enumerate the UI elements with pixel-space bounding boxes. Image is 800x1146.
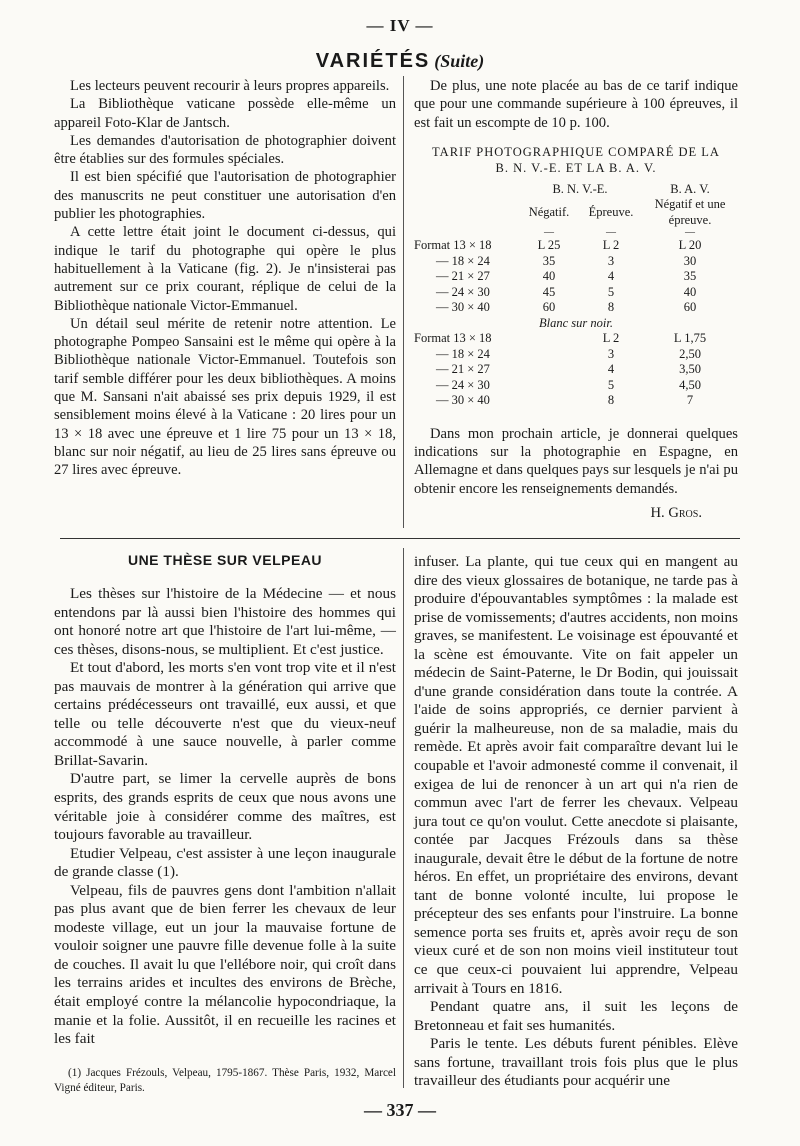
column-group-bav: B. A. V.	[670, 181, 710, 196]
table-row	[414, 300, 738, 316]
cell-epreuve: 5	[607, 377, 615, 392]
table-separator-row	[414, 228, 738, 238]
table-row	[414, 269, 738, 285]
table-row	[414, 238, 738, 254]
row-label: — 24 × 30	[436, 377, 490, 392]
cell-epreuve: 4	[607, 269, 615, 284]
paragraph: Les lecteurs peuvent recourir à leurs propres appareils.	[70, 78, 390, 94]
cell-epreuve: 8	[607, 300, 615, 315]
table-row	[414, 393, 738, 409]
row-label: Format 13 × 18	[414, 238, 492, 253]
separator-dash: —	[606, 227, 616, 239]
column-group-bnve: B. N. V.-E.	[552, 181, 608, 196]
cell-bav: 3,50	[679, 362, 701, 377]
cell-epreuve: 8	[607, 393, 615, 408]
table-header-row	[414, 182, 738, 198]
cell-bav: 2,50	[679, 346, 701, 361]
table-row	[414, 347, 738, 363]
column-header-epreuve: Épreuve.	[588, 205, 634, 220]
column-header-negatif-epreuve: Négatif et une épreuve.	[654, 197, 726, 227]
cell-bav: L 20	[678, 238, 702, 253]
cell-epreuve: 4	[607, 362, 615, 377]
table-row	[414, 362, 738, 378]
cell-bav: 40	[683, 284, 697, 299]
paragraph: De plus, une note placée au bas de ce tarif indique que pour une commande supérieure à 100 épreuves, il est fait un escompte de 10 p. 100.	[414, 78, 738, 131]
column-header-negatif: Négatif.	[528, 205, 570, 220]
section-title-main: VARIÉTÉS	[315, 50, 431, 72]
cell-negatif: 60	[542, 300, 556, 315]
table-row	[414, 285, 738, 301]
cell-negatif: 45	[542, 284, 556, 299]
paragraph: Il est bien spécifié que l'autorisation de photographier des manuscrits ne peut constituer une autorisation d'en publier les photographies.	[54, 169, 396, 223]
tariff-title-line: TARIF PHOTOGRAPHIQUE COMPARÉ DE LA	[432, 144, 720, 159]
column-divider-bottom	[403, 548, 404, 1088]
row-label: Format 13 × 18	[414, 331, 492, 346]
column-divider-top	[403, 76, 404, 528]
article-left-column	[54, 585, 396, 1049]
row-label: — 24 × 30	[436, 284, 490, 299]
paragraph: Et tout d'abord, les morts s'en vont trop vite et il n'est pas mauvais de montrer à la génération qui arrive que certains prédécesseurs ont travaillé, eux aussi, et que telle ou telle découverte n'est que du vieux-neuf accommodé à une sauce nouvelle, à parler comme Brillat-Savarin.	[54, 659, 396, 769]
row-label: — 18 × 24	[436, 346, 490, 361]
row-label: — 30 × 40	[436, 300, 490, 315]
cell-epreuve: L 2	[602, 238, 620, 253]
paragraph: La Bibliothèque vaticane possède elle-même un appareil Foto-Klar de Jantsch.	[54, 96, 396, 131]
paragraph: infuser. La plante, qui tue ceux qui en mangent au dire des vieux glossaires de botanique, ne tarde pas à produire d'épouvantables symptômes : la malade est prise de vomissements; d'autres accidents, non moins graves, se manifestent. Le voisinage est épouvanté et la scène est émouvante. Vite on fait appeler un médecin de Saint-Paterne, le Dr Bodin, qui jouissait d'une grande considération dans toute la contrée. A l'aide de soins appropriés, ce dernier parvient à guérir la malheureuse, non de sa maladie, mais du remède. Et après avoir fait comparaître devant lui le coupable et l'avoir admonesté comme il convenait, il exigea de lui de renoncer à un art qui n'a rien de commun avec l'art de ferrer les chevaux. Velpeau jura tout ce qu'on voulut. Cette anecdote si plaisante, contée par Jacques Frézouls dans sa thèse inaugurale, devait être le début de la fortune de notre héros. En effet, un propriétaire des environs, devant tant de bonne volonté inculte, lui propose le précepteur des ses enfants pour l'instruire. La bonne semence porta ses fruits et, après avoir reçu de son vieux curé et de son non moins vieil instituteur tout ce que ceux-ci pouvaient lui apprendre, Velpeau arrivait à Tours en 1816.	[414, 553, 738, 997]
cell-epreuve: 3	[607, 346, 615, 361]
cell-bav: 4,50	[679, 377, 701, 392]
table-row	[414, 331, 738, 347]
tariff-table	[414, 182, 738, 409]
table-subheading-row	[414, 316, 738, 332]
cell-epreuve: 3	[607, 253, 615, 268]
cell-bav: L 1,75	[673, 331, 707, 346]
row-label: — 18 × 24	[436, 253, 490, 268]
cell-epreuve: L 2	[602, 331, 620, 346]
varietes-right-column	[414, 77, 738, 522]
table-row	[414, 254, 738, 270]
author-signature: H. Gros.	[650, 505, 702, 522]
paragraph: Paris le tente. Les débuts furent pénibles. Elève sans fortune, travaillant trois fois plus que le plus travailleur des étudiants pour acquérir une	[414, 1035, 738, 1090]
table-header-row	[414, 197, 738, 228]
cell-epreuve: 5	[607, 284, 615, 299]
top-page-marker: — IV —	[366, 16, 434, 35]
tariff-title	[414, 144, 738, 176]
section-title	[0, 50, 800, 73]
article-title: UNE THÈSE SUR VELPEAU	[127, 552, 323, 568]
row-label: — 21 × 27	[436, 269, 490, 284]
table-row	[414, 378, 738, 394]
section-divider	[60, 538, 740, 539]
cell-bav: 7	[686, 393, 694, 408]
row-label: — 21 × 27	[436, 362, 490, 377]
article-right-column	[414, 553, 738, 1091]
cell-negatif: L 25	[537, 238, 561, 253]
cell-bav: 30	[683, 253, 697, 268]
paragraph: Un détail seul mérite de retenir notre attention. Le photographe Pompeo Sansaini est le même qui opère à la Bibliothèque nationale Victor-Emmanuel. Toutefois son tarif semble différer pour les deux bibliothèques. A moins que M. Sansani n'ait abaissé ses prix depuis 1929, il est sensiblement moins élevé à la Vaticane : 20 lires pour un 13 × 18 avec une épreuve et 1 lire 75 pour un 13 × 18, blanc sur noir négatif, au lieu de 25 lires sans épreuve ou 27 lires avec épreuve.	[54, 315, 396, 479]
section-title-subtitle: (Suite)	[434, 51, 485, 71]
paragraph: Les demandes d'autorisation de photographier doivent être établies sur des formules spéciales.	[54, 132, 396, 168]
cell-bav: 35	[683, 269, 697, 284]
separator-dash: —	[544, 227, 554, 239]
paragraph: Dans mon prochain article, je donnerai quelques indications sur la photographie en Espagne, en Allemagne et dans quelques pays sur lesquels je n'ai pu obtenir encore les renseignements demandés.	[414, 425, 738, 497]
footnote-text: (1) Jacques Frézouls, Velpeau, 1795-1867. Thèse Paris, 1932, Marcel Vigné éditeur, Paris.	[54, 1067, 396, 1094]
cell-negatif: 40	[542, 269, 556, 284]
blanc-sur-noir-label: Blanc sur noir.	[539, 315, 613, 330]
cell-negatif: 35	[542, 253, 556, 268]
paragraph: A cette lettre était joint le document ci-dessus, qui indique le tarif du photographe qui opère le plus habituellement à la Vaticane (fig. 2). Je n'insisterai pas autrement sur ce prix courant, réplique de celui de la Bibliothèque nationale Victor-Emmanuel.	[54, 224, 396, 314]
varietes-left-column	[54, 77, 396, 480]
paragraph: D'autre part, se limer la cervelle auprès de bons esprits, des grands esprits de ceux que nous avons une véritable joie à considérer comme des maîtres, est toujours favorable au travailleur.	[54, 770, 396, 844]
paragraph: Les thèses sur l'histoire de la Médecine — et nous entendons par là aussi bien l'histoire des hommes qui ont honoré notre art que l'histoire de l'art lui-même, — ces thèses, disons-nous, se multiplient. Et c'est justice.	[54, 585, 396, 658]
page-number: — 337 —	[364, 1100, 436, 1120]
tariff-title-line: B. N. V.-E. ET LA B. A. V.	[495, 160, 657, 175]
cell-bav: 60	[683, 300, 697, 315]
paragraph: Velpeau, fils de pauvres gens dont l'ambition n'allait pas plus avant que de bien ferrer les chevaux de leur modeste village, eut un jour la mauvaise fortune de vouloir soigner une pauvre fille devenue folle à la suite de couches. Il avait lu que l'ellébore noir, qui croît dans les terrains arides et incultes des environs de Brèche, était employé contre la mélancolie hypocondriaque, la manie et la folie. Aussitôt, il en recueille les racines et les fait	[54, 881, 396, 1048]
footnote	[54, 1066, 396, 1095]
paragraph: Etudier Velpeau, c'est assister à une leçon inaugurale de grande classe (1).	[54, 844, 396, 881]
separator-dash: —	[685, 227, 695, 239]
row-label: — 30 × 40	[436, 393, 490, 408]
paragraph: Pendant quatre ans, il suit les leçons de Bretonneau et fait ses humanités.	[414, 998, 738, 1034]
